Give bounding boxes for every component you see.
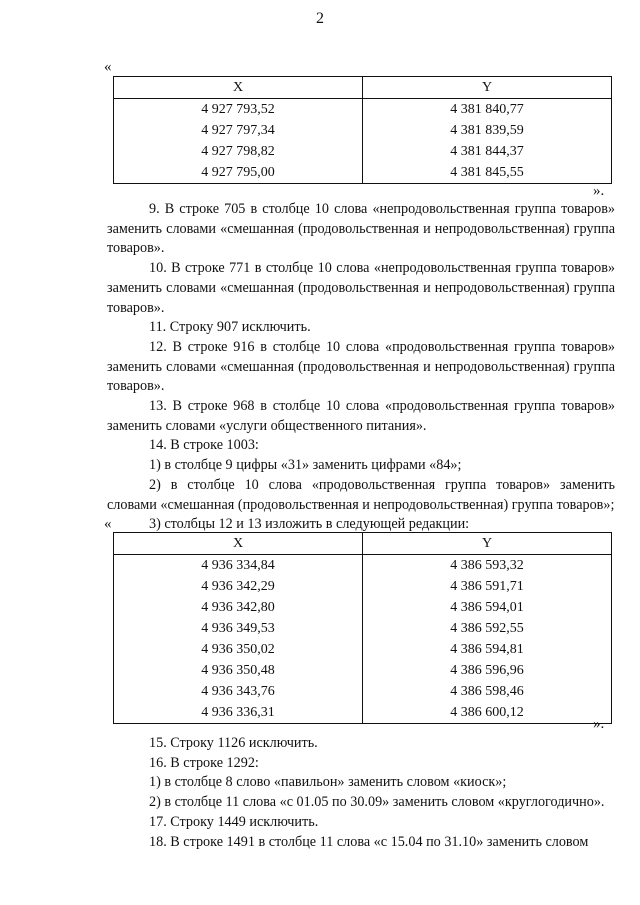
paragraph: 17. Строку 1449 исключить. [149, 813, 319, 830]
table-row [114, 660, 612, 681]
body-text-section-1 [107, 200, 615, 535]
page-number: 2 [316, 10, 324, 27]
table-row [114, 597, 612, 618]
cell-x: 4 936 350,02 [114, 639, 363, 660]
paragraph: 1) в столбце 9 цифры «31» заменить цифрами «84»; [149, 457, 462, 474]
column-header-y: Y [363, 533, 612, 555]
cell-y: 4 386 594,81 [450, 642, 524, 657]
table-row [114, 162, 612, 184]
table-row [114, 702, 612, 724]
body-text-section-2 [107, 734, 615, 852]
cell-x: 4 936 343,76 [114, 681, 363, 702]
coordinates-table-1 [113, 76, 612, 184]
table-header-row [114, 533, 612, 555]
paragraph: 12. В строке 916 в столбце 10 слова «продовольственная группа товаров» заменить словами «смешанная (продовольственная и непродовольственная) группа товаров». [107, 338, 615, 395]
cell-x: 4 936 336,31 [114, 702, 363, 724]
paragraph: 15. Строку 1126 исключить. [149, 735, 318, 751]
paragraph: 2) в столбце 11 слова «с 01.05 по 30.09» заменить словом «круглогодично». [149, 794, 605, 811]
column-header-y: Y [363, 77, 612, 99]
cell-y: 4 386 591,71 [450, 579, 524, 594]
cell-y: 4 381 845,55 [450, 165, 524, 180]
cell-x: 4 927 793,52 [114, 99, 363, 121]
paragraph: 14. В строке 1003: [149, 437, 259, 454]
paragraph: 11. Строку 907 исключить. [149, 319, 311, 336]
table-row [114, 120, 612, 141]
table-row [114, 639, 612, 660]
table-row [114, 555, 612, 577]
cell-x: 4 936 342,29 [114, 576, 363, 597]
table-row [114, 618, 612, 639]
table-row [114, 681, 612, 702]
table-row [114, 141, 612, 162]
paragraph: 10. В строке 771 в столбце 10 слова «непродовольственная группа товаров» заменить словами «смешанная (продовольственная и непродовольственная) группа товаров». [107, 260, 615, 316]
cell-x: 4 936 334,84 [114, 555, 363, 577]
paragraph: 9. В строке 705 в столбце 10 слова «непродовольственная группа товаров» заменить словами «смешанная (продовольственная и непродовольственная) группа товаров». [107, 201, 615, 257]
table-row [114, 576, 612, 597]
quote-close-1: ». [593, 183, 605, 199]
table-row [114, 99, 612, 121]
paragraph: 13. В строке 968 в столбце 10 слова «продовольственная группа товаров» заменить словами «услуги общественного питания». [107, 398, 615, 434]
cell-x: 4 936 350,48 [114, 660, 363, 681]
paragraph: 2) в столбце 10 слова «продовольственная группа товаров» заменить словами «смешанная (продовольственная и непродовольственная) группа товаров»; [107, 476, 615, 513]
cell-y: 4 386 594,01 [450, 600, 524, 615]
table-header-row [114, 77, 612, 99]
paragraph: 16. В строке 1292: [149, 754, 259, 771]
cell-y: 4 381 840,77 [450, 102, 524, 117]
cell-y: 4 386 600,12 [450, 705, 524, 720]
cell-y: 4 381 844,37 [450, 144, 524, 159]
cell-x: 4 936 349,53 [114, 618, 363, 639]
quote-close-2: ». [593, 716, 605, 732]
quote-open-2: « [104, 516, 112, 532]
cell-y: 4 386 592,55 [450, 621, 524, 636]
column-header-x: X [114, 77, 363, 99]
cell-x: 4 927 795,00 [114, 162, 363, 184]
column-header-x: X [114, 533, 363, 555]
cell-x: 4 927 797,34 [114, 120, 363, 141]
paragraph: 1) в столбце 8 слово «павильон» заменить словом «киоск»; [149, 774, 507, 791]
paragraph: 18. В строке 1491 в столбце 11 слова «с 15.04 по 31.10» заменить словом [149, 833, 589, 850]
cell-y: 4 386 598,46 [450, 684, 524, 699]
cell-y: 4 386 593,32 [450, 558, 524, 573]
cell-x: 4 927 798,82 [114, 141, 363, 162]
cell-y: 4 381 839,59 [450, 123, 524, 138]
cell-x: 4 936 342,80 [114, 597, 363, 618]
cell-y: 4 386 596,96 [450, 663, 524, 678]
paragraph: 3) столбцы 12 и 13 изложить в следующей редакции: [149, 516, 470, 533]
quote-open-1: « [104, 59, 112, 75]
coordinates-table-2 [113, 532, 612, 724]
